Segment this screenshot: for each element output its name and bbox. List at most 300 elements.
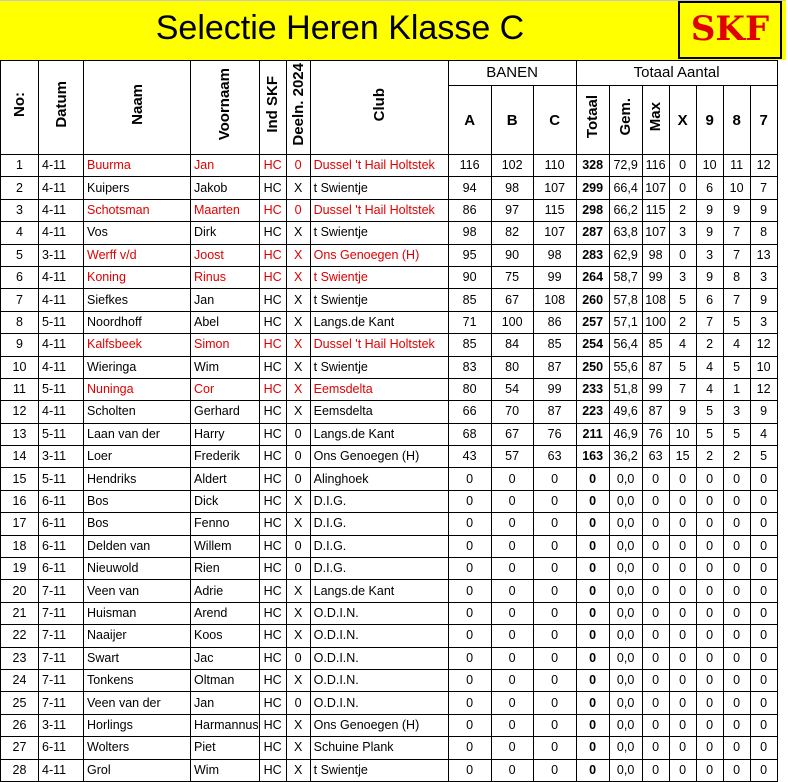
cell-naam[interactable]: Hendriks xyxy=(84,468,191,490)
cell-ind[interactable]: HC xyxy=(259,311,286,333)
cell-voornaam[interactable]: Cor xyxy=(191,378,260,400)
cell-n9[interactable]: 0 xyxy=(696,602,723,624)
cell-ind[interactable]: HC xyxy=(259,558,286,580)
cell-max[interactable]: 0 xyxy=(642,580,669,602)
cell-ind[interactable]: HC xyxy=(259,378,286,400)
cell-x[interactable]: 0 xyxy=(669,759,696,781)
cell-datum[interactable]: 4-11 xyxy=(39,334,84,356)
cell-datum[interactable]: 7-11 xyxy=(39,647,84,669)
cell-no[interactable]: 14 xyxy=(1,446,39,468)
header-a[interactable]: A xyxy=(448,86,491,155)
cell-datum[interactable]: 4-11 xyxy=(39,177,84,199)
cell-deeln[interactable]: X xyxy=(286,401,310,423)
cell-n9[interactable]: 0 xyxy=(696,490,723,512)
cell-a[interactable]: 0 xyxy=(448,468,491,490)
cell-c[interactable]: 115 xyxy=(533,199,576,221)
cell-ind[interactable]: HC xyxy=(259,222,286,244)
cell-n7[interactable]: 9 xyxy=(750,199,777,221)
cell-max[interactable]: 0 xyxy=(642,602,669,624)
cell-voornaam[interactable]: Harry xyxy=(191,423,260,445)
cell-c[interactable]: 0 xyxy=(533,714,576,736)
cell-max[interactable]: 0 xyxy=(642,535,669,557)
cell-c[interactable]: 108 xyxy=(533,289,576,311)
cell-c[interactable]: 99 xyxy=(533,378,576,400)
cell-x[interactable]: 0 xyxy=(669,602,696,624)
cell-no[interactable]: 15 xyxy=(1,468,39,490)
cell-datum[interactable]: 6-11 xyxy=(39,535,84,557)
cell-a[interactable]: 0 xyxy=(448,759,491,781)
cell-b[interactable]: 0 xyxy=(491,490,533,512)
cell-n8[interactable]: 0 xyxy=(723,625,750,647)
cell-deeln[interactable]: X xyxy=(286,311,310,333)
cell-n7[interactable]: 0 xyxy=(750,558,777,580)
cell-b[interactable]: 0 xyxy=(491,625,533,647)
cell-naam[interactable]: Nuninga xyxy=(84,378,191,400)
cell-c[interactable]: 98 xyxy=(533,244,576,266)
cell-voornaam[interactable]: Jan xyxy=(191,692,260,714)
cell-c[interactable]: 86 xyxy=(533,311,576,333)
cell-deeln[interactable]: X xyxy=(286,356,310,378)
cell-gem[interactable]: 0,0 xyxy=(609,535,642,557)
cell-club[interactable]: t Swientje xyxy=(310,289,448,311)
cell-no[interactable]: 1 xyxy=(1,155,39,177)
cell-deeln[interactable]: 0 xyxy=(286,468,310,490)
cell-c[interactable]: 87 xyxy=(533,356,576,378)
cell-n7[interactable]: 8 xyxy=(750,222,777,244)
cell-b[interactable]: 102 xyxy=(491,155,533,177)
cell-totaal[interactable]: 250 xyxy=(576,356,609,378)
cell-a[interactable]: 83 xyxy=(448,356,491,378)
cell-x[interactable]: 0 xyxy=(669,737,696,759)
cell-club[interactable]: Ons Genoegen (H) xyxy=(310,714,448,736)
cell-b[interactable]: 0 xyxy=(491,692,533,714)
cell-n8[interactable]: 10 xyxy=(723,177,750,199)
cell-voornaam[interactable]: Wim xyxy=(191,759,260,781)
cell-b[interactable]: 54 xyxy=(491,378,533,400)
header-max[interactable]: Max xyxy=(642,86,669,155)
cell-n7[interactable]: 7 xyxy=(750,177,777,199)
cell-totaal[interactable]: 283 xyxy=(576,244,609,266)
cell-datum[interactable]: 7-11 xyxy=(39,580,84,602)
cell-max[interactable]: 98 xyxy=(642,244,669,266)
cell-max[interactable]: 0 xyxy=(642,669,669,691)
header-deeln[interactable]: Deeln. 2024 xyxy=(286,61,310,155)
cell-a[interactable]: 0 xyxy=(448,490,491,512)
cell-club[interactable]: t Swientje xyxy=(310,266,448,288)
cell-datum[interactable]: 7-11 xyxy=(39,669,84,691)
cell-no[interactable]: 3 xyxy=(1,199,39,221)
cell-max[interactable]: 0 xyxy=(642,692,669,714)
cell-ind[interactable]: HC xyxy=(259,513,286,535)
cell-gem[interactable]: 0,0 xyxy=(609,580,642,602)
cell-deeln[interactable]: 0 xyxy=(286,155,310,177)
cell-b[interactable]: 0 xyxy=(491,669,533,691)
cell-max[interactable]: 85 xyxy=(642,334,669,356)
cell-club[interactable]: Dussel 't Hail Holtstek xyxy=(310,199,448,221)
cell-n7[interactable]: 0 xyxy=(750,759,777,781)
cell-club[interactable]: Alinghoek xyxy=(310,468,448,490)
cell-x[interactable]: 0 xyxy=(669,490,696,512)
cell-x[interactable]: 0 xyxy=(669,155,696,177)
cell-ind[interactable]: HC xyxy=(259,334,286,356)
cell-voornaam[interactable]: Piet xyxy=(191,737,260,759)
cell-club[interactable]: t Swientje xyxy=(310,759,448,781)
cell-n7[interactable]: 0 xyxy=(750,625,777,647)
cell-gem[interactable]: 0,0 xyxy=(609,490,642,512)
cell-no[interactable]: 16 xyxy=(1,490,39,512)
cell-n9[interactable]: 7 xyxy=(696,311,723,333)
cell-deeln[interactable]: X xyxy=(286,669,310,691)
cell-n8[interactable]: 5 xyxy=(723,356,750,378)
cell-n9[interactable]: 0 xyxy=(696,737,723,759)
cell-datum[interactable]: 5-11 xyxy=(39,378,84,400)
cell-c[interactable]: 0 xyxy=(533,647,576,669)
cell-b[interactable]: 75 xyxy=(491,266,533,288)
cell-n8[interactable]: 9 xyxy=(723,199,750,221)
cell-datum[interactable]: 3-11 xyxy=(39,446,84,468)
cell-c[interactable]: 107 xyxy=(533,222,576,244)
cell-voornaam[interactable]: Dirk xyxy=(191,222,260,244)
header-no[interactable]: No: xyxy=(1,61,39,155)
cell-n8[interactable]: 3 xyxy=(723,401,750,423)
cell-n7[interactable]: 12 xyxy=(750,155,777,177)
cell-club[interactable]: D.I.G. xyxy=(310,513,448,535)
cell-no[interactable]: 13 xyxy=(1,423,39,445)
cell-n8[interactable]: 0 xyxy=(723,737,750,759)
cell-x[interactable]: 5 xyxy=(669,289,696,311)
header-x[interactable]: X xyxy=(669,86,696,155)
cell-a[interactable]: 0 xyxy=(448,692,491,714)
cell-deeln[interactable]: X xyxy=(286,580,310,602)
cell-deeln[interactable]: X xyxy=(286,289,310,311)
cell-max[interactable]: 0 xyxy=(642,737,669,759)
cell-b[interactable]: 98 xyxy=(491,177,533,199)
cell-n7[interactable]: 3 xyxy=(750,311,777,333)
cell-b[interactable]: 0 xyxy=(491,714,533,736)
cell-naam[interactable]: Schotsman xyxy=(84,199,191,221)
cell-naam[interactable]: Kalfsbeek xyxy=(84,334,191,356)
cell-voornaam[interactable]: Jan xyxy=(191,155,260,177)
cell-gem[interactable]: 66,4 xyxy=(609,177,642,199)
cell-no[interactable]: 4 xyxy=(1,222,39,244)
cell-gem[interactable]: 66,2 xyxy=(609,199,642,221)
cell-club[interactable]: Langs.de Kant xyxy=(310,423,448,445)
cell-totaal[interactable]: 0 xyxy=(576,513,609,535)
cell-no[interactable]: 18 xyxy=(1,535,39,557)
header-gem[interactable]: Gem. xyxy=(609,86,642,155)
cell-n9[interactable]: 9 xyxy=(696,266,723,288)
cell-n8[interactable]: 11 xyxy=(723,155,750,177)
cell-ind[interactable]: HC xyxy=(259,155,286,177)
header-club[interactable]: Club xyxy=(310,61,448,155)
cell-n8[interactable]: 0 xyxy=(723,692,750,714)
cell-no[interactable]: 24 xyxy=(1,669,39,691)
cell-totaal[interactable]: 0 xyxy=(576,468,609,490)
cell-naam[interactable]: Naaijer xyxy=(84,625,191,647)
cell-totaal[interactable]: 0 xyxy=(576,647,609,669)
cell-n8[interactable]: 0 xyxy=(723,580,750,602)
cell-deeln[interactable]: X xyxy=(286,602,310,624)
cell-totaal[interactable]: 264 xyxy=(576,266,609,288)
cell-c[interactable]: 85 xyxy=(533,334,576,356)
cell-a[interactable]: 85 xyxy=(448,289,491,311)
cell-n9[interactable]: 0 xyxy=(696,647,723,669)
cell-n8[interactable]: 0 xyxy=(723,513,750,535)
cell-deeln[interactable]: X xyxy=(286,490,310,512)
header-naam[interactable]: Naam xyxy=(84,61,191,155)
cell-naam[interactable]: Noordhoff xyxy=(84,311,191,333)
cell-no[interactable]: 20 xyxy=(1,580,39,602)
cell-voornaam[interactable]: Adrie xyxy=(191,580,260,602)
cell-b[interactable]: 0 xyxy=(491,535,533,557)
header-voornaam[interactable]: Voornaam xyxy=(191,61,260,155)
cell-c[interactable]: 0 xyxy=(533,468,576,490)
cell-b[interactable]: 97 xyxy=(491,199,533,221)
cell-gem[interactable]: 0,0 xyxy=(609,625,642,647)
cell-deeln[interactable]: X xyxy=(286,334,310,356)
cell-n9[interactable]: 2 xyxy=(696,446,723,468)
cell-voornaam[interactable]: Simon xyxy=(191,334,260,356)
cell-datum[interactable]: 5-11 xyxy=(39,468,84,490)
cell-n7[interactable]: 0 xyxy=(750,602,777,624)
cell-gem[interactable]: 0,0 xyxy=(609,602,642,624)
cell-no[interactable]: 27 xyxy=(1,737,39,759)
cell-club[interactable]: Dussel 't Hail Holtstek xyxy=(310,155,448,177)
cell-x[interactable]: 2 xyxy=(669,311,696,333)
cell-n9[interactable]: 4 xyxy=(696,378,723,400)
cell-x[interactable]: 0 xyxy=(669,177,696,199)
cell-gem[interactable]: 0,0 xyxy=(609,737,642,759)
cell-naam[interactable]: Grol xyxy=(84,759,191,781)
cell-totaal[interactable]: 298 xyxy=(576,199,609,221)
cell-gem[interactable]: 0,0 xyxy=(609,669,642,691)
header-totaal[interactable]: Totaal xyxy=(576,86,609,155)
cell-c[interactable]: 107 xyxy=(533,177,576,199)
cell-max[interactable]: 0 xyxy=(642,490,669,512)
cell-a[interactable]: 66 xyxy=(448,401,491,423)
cell-gem[interactable]: 36,2 xyxy=(609,446,642,468)
cell-n7[interactable]: 4 xyxy=(750,423,777,445)
cell-max[interactable]: 0 xyxy=(642,647,669,669)
cell-no[interactable]: 17 xyxy=(1,513,39,535)
cell-voornaam[interactable]: Aldert xyxy=(191,468,260,490)
cell-totaal[interactable]: 0 xyxy=(576,558,609,580)
cell-a[interactable]: 0 xyxy=(448,714,491,736)
cell-a[interactable]: 0 xyxy=(448,535,491,557)
cell-n8[interactable]: 7 xyxy=(723,289,750,311)
cell-n9[interactable]: 4 xyxy=(696,356,723,378)
cell-n7[interactable]: 10 xyxy=(750,356,777,378)
cell-n8[interactable]: 0 xyxy=(723,490,750,512)
cell-a[interactable]: 98 xyxy=(448,222,491,244)
cell-n7[interactable]: 12 xyxy=(750,378,777,400)
cell-datum[interactable]: 4-11 xyxy=(39,266,84,288)
cell-deeln[interactable]: X xyxy=(286,222,310,244)
cell-club[interactable]: D.I.G. xyxy=(310,558,448,580)
cell-club[interactable]: Langs.de Kant xyxy=(310,311,448,333)
cell-c[interactable]: 0 xyxy=(533,692,576,714)
cell-c[interactable]: 0 xyxy=(533,669,576,691)
cell-x[interactable]: 2 xyxy=(669,199,696,221)
cell-gem[interactable]: 58,7 xyxy=(609,266,642,288)
cell-a[interactable]: 85 xyxy=(448,334,491,356)
cell-a[interactable]: 71 xyxy=(448,311,491,333)
cell-voornaam[interactable]: Dick xyxy=(191,490,260,512)
cell-gem[interactable]: 51,8 xyxy=(609,378,642,400)
cell-club[interactable]: O.D.I.N. xyxy=(310,625,448,647)
cell-naam[interactable]: Koning xyxy=(84,266,191,288)
cell-max[interactable]: 99 xyxy=(642,378,669,400)
cell-ind[interactable]: HC xyxy=(259,244,286,266)
cell-no[interactable]: 11 xyxy=(1,378,39,400)
cell-totaal[interactable]: 223 xyxy=(576,401,609,423)
cell-max[interactable]: 99 xyxy=(642,266,669,288)
cell-datum[interactable]: 6-11 xyxy=(39,558,84,580)
cell-n8[interactable]: 0 xyxy=(723,714,750,736)
cell-naam[interactable]: Huisman xyxy=(84,602,191,624)
cell-datum[interactable]: 3-11 xyxy=(39,244,84,266)
cell-ind[interactable]: HC xyxy=(259,401,286,423)
header-ind-skf[interactable]: Ind SKF xyxy=(259,61,286,155)
cell-no[interactable]: 23 xyxy=(1,647,39,669)
cell-n7[interactable]: 0 xyxy=(750,647,777,669)
cell-naam[interactable]: Werff v/d xyxy=(84,244,191,266)
cell-gem[interactable]: 0,0 xyxy=(609,759,642,781)
cell-naam[interactable]: Tonkens xyxy=(84,669,191,691)
cell-n9[interactable]: 0 xyxy=(696,535,723,557)
cell-totaal[interactable]: 0 xyxy=(576,714,609,736)
cell-voornaam[interactable]: Frederik xyxy=(191,446,260,468)
cell-n9[interactable]: 5 xyxy=(696,423,723,445)
cell-totaal[interactable]: 254 xyxy=(576,334,609,356)
cell-datum[interactable]: 6-11 xyxy=(39,490,84,512)
cell-ind[interactable]: HC xyxy=(259,737,286,759)
cell-no[interactable]: 10 xyxy=(1,356,39,378)
cell-b[interactable]: 82 xyxy=(491,222,533,244)
cell-n9[interactable]: 9 xyxy=(696,222,723,244)
cell-deeln[interactable]: 0 xyxy=(286,558,310,580)
cell-n8[interactable]: 0 xyxy=(723,759,750,781)
cell-n8[interactable]: 0 xyxy=(723,535,750,557)
cell-x[interactable]: 0 xyxy=(669,468,696,490)
cell-ind[interactable]: HC xyxy=(259,490,286,512)
cell-n8[interactable]: 1 xyxy=(723,378,750,400)
cell-b[interactable]: 100 xyxy=(491,311,533,333)
cell-naam[interactable]: Nieuwold xyxy=(84,558,191,580)
cell-totaal[interactable]: 0 xyxy=(576,490,609,512)
cell-gem[interactable]: 0,0 xyxy=(609,692,642,714)
cell-datum[interactable]: 5-11 xyxy=(39,311,84,333)
cell-b[interactable]: 70 xyxy=(491,401,533,423)
cell-club[interactable]: Ons Genoegen (H) xyxy=(310,446,448,468)
cell-naam[interactable]: Veen van xyxy=(84,580,191,602)
cell-club[interactable]: Eemsdelta xyxy=(310,401,448,423)
cell-c[interactable]: 0 xyxy=(533,580,576,602)
cell-ind[interactable]: HC xyxy=(259,692,286,714)
cell-x[interactable]: 4 xyxy=(669,334,696,356)
cell-c[interactable]: 87 xyxy=(533,401,576,423)
cell-a[interactable]: 0 xyxy=(448,580,491,602)
cell-naam[interactable]: Scholten xyxy=(84,401,191,423)
cell-totaal[interactable]: 0 xyxy=(576,602,609,624)
cell-deeln[interactable]: 0 xyxy=(286,535,310,557)
cell-n8[interactable]: 2 xyxy=(723,446,750,468)
cell-b[interactable]: 0 xyxy=(491,558,533,580)
cell-totaal[interactable]: 0 xyxy=(576,580,609,602)
cell-ind[interactable]: HC xyxy=(259,759,286,781)
cell-naam[interactable]: Vos xyxy=(84,222,191,244)
cell-n8[interactable]: 7 xyxy=(723,244,750,266)
cell-no[interactable]: 5 xyxy=(1,244,39,266)
cell-naam[interactable]: Wolters xyxy=(84,737,191,759)
cell-a[interactable]: 68 xyxy=(448,423,491,445)
cell-naam[interactable]: Bos xyxy=(84,513,191,535)
cell-voornaam[interactable]: Willem xyxy=(191,535,260,557)
cell-x[interactable]: 0 xyxy=(669,669,696,691)
cell-no[interactable]: 22 xyxy=(1,625,39,647)
cell-x[interactable]: 0 xyxy=(669,244,696,266)
cell-club[interactable]: Eemsdelta xyxy=(310,378,448,400)
cell-totaal[interactable]: 299 xyxy=(576,177,609,199)
cell-no[interactable]: 7 xyxy=(1,289,39,311)
cell-n9[interactable]: 5 xyxy=(696,401,723,423)
cell-b[interactable]: 67 xyxy=(491,423,533,445)
cell-c[interactable]: 0 xyxy=(533,513,576,535)
cell-x[interactable]: 9 xyxy=(669,401,696,423)
cell-a[interactable]: 0 xyxy=(448,625,491,647)
cell-deeln[interactable]: X xyxy=(286,177,310,199)
cell-deeln[interactable]: X xyxy=(286,513,310,535)
cell-max[interactable]: 76 xyxy=(642,423,669,445)
cell-a[interactable]: 0 xyxy=(448,737,491,759)
cell-voornaam[interactable]: Wim xyxy=(191,356,260,378)
cell-n7[interactable]: 0 xyxy=(750,669,777,691)
cell-ind[interactable]: HC xyxy=(259,468,286,490)
cell-datum[interactable]: 3-11 xyxy=(39,714,84,736)
cell-datum[interactable]: 4-11 xyxy=(39,199,84,221)
cell-n7[interactable]: 5 xyxy=(750,446,777,468)
cell-naam[interactable]: Veen van der xyxy=(84,692,191,714)
cell-naam[interactable]: Siefkes xyxy=(84,289,191,311)
cell-b[interactable]: 0 xyxy=(491,580,533,602)
cell-datum[interactable]: 7-11 xyxy=(39,625,84,647)
header-7[interactable]: 7 xyxy=(750,86,777,155)
cell-n9[interactable]: 0 xyxy=(696,513,723,535)
cell-datum[interactable]: 4-11 xyxy=(39,759,84,781)
cell-a[interactable]: 0 xyxy=(448,602,491,624)
cell-n7[interactable]: 0 xyxy=(750,580,777,602)
cell-gem[interactable]: 57,1 xyxy=(609,311,642,333)
cell-deeln[interactable]: X xyxy=(286,759,310,781)
cell-naam[interactable]: Wieringa xyxy=(84,356,191,378)
cell-c[interactable]: 0 xyxy=(533,625,576,647)
cell-club[interactable]: t Swientje xyxy=(310,222,448,244)
cell-datum[interactable]: 6-11 xyxy=(39,513,84,535)
cell-x[interactable]: 0 xyxy=(669,558,696,580)
cell-ind[interactable]: HC xyxy=(259,356,286,378)
cell-deeln[interactable]: X xyxy=(286,714,310,736)
cell-datum[interactable]: 4-11 xyxy=(39,356,84,378)
cell-a[interactable]: 0 xyxy=(448,558,491,580)
cell-c[interactable]: 63 xyxy=(533,446,576,468)
cell-deeln[interactable]: X xyxy=(286,625,310,647)
cell-n8[interactable]: 0 xyxy=(723,647,750,669)
cell-n7[interactable]: 0 xyxy=(750,535,777,557)
cell-datum[interactable]: 7-11 xyxy=(39,692,84,714)
cell-n7[interactable]: 0 xyxy=(750,513,777,535)
cell-x[interactable]: 0 xyxy=(669,647,696,669)
cell-n8[interactable]: 4 xyxy=(723,334,750,356)
